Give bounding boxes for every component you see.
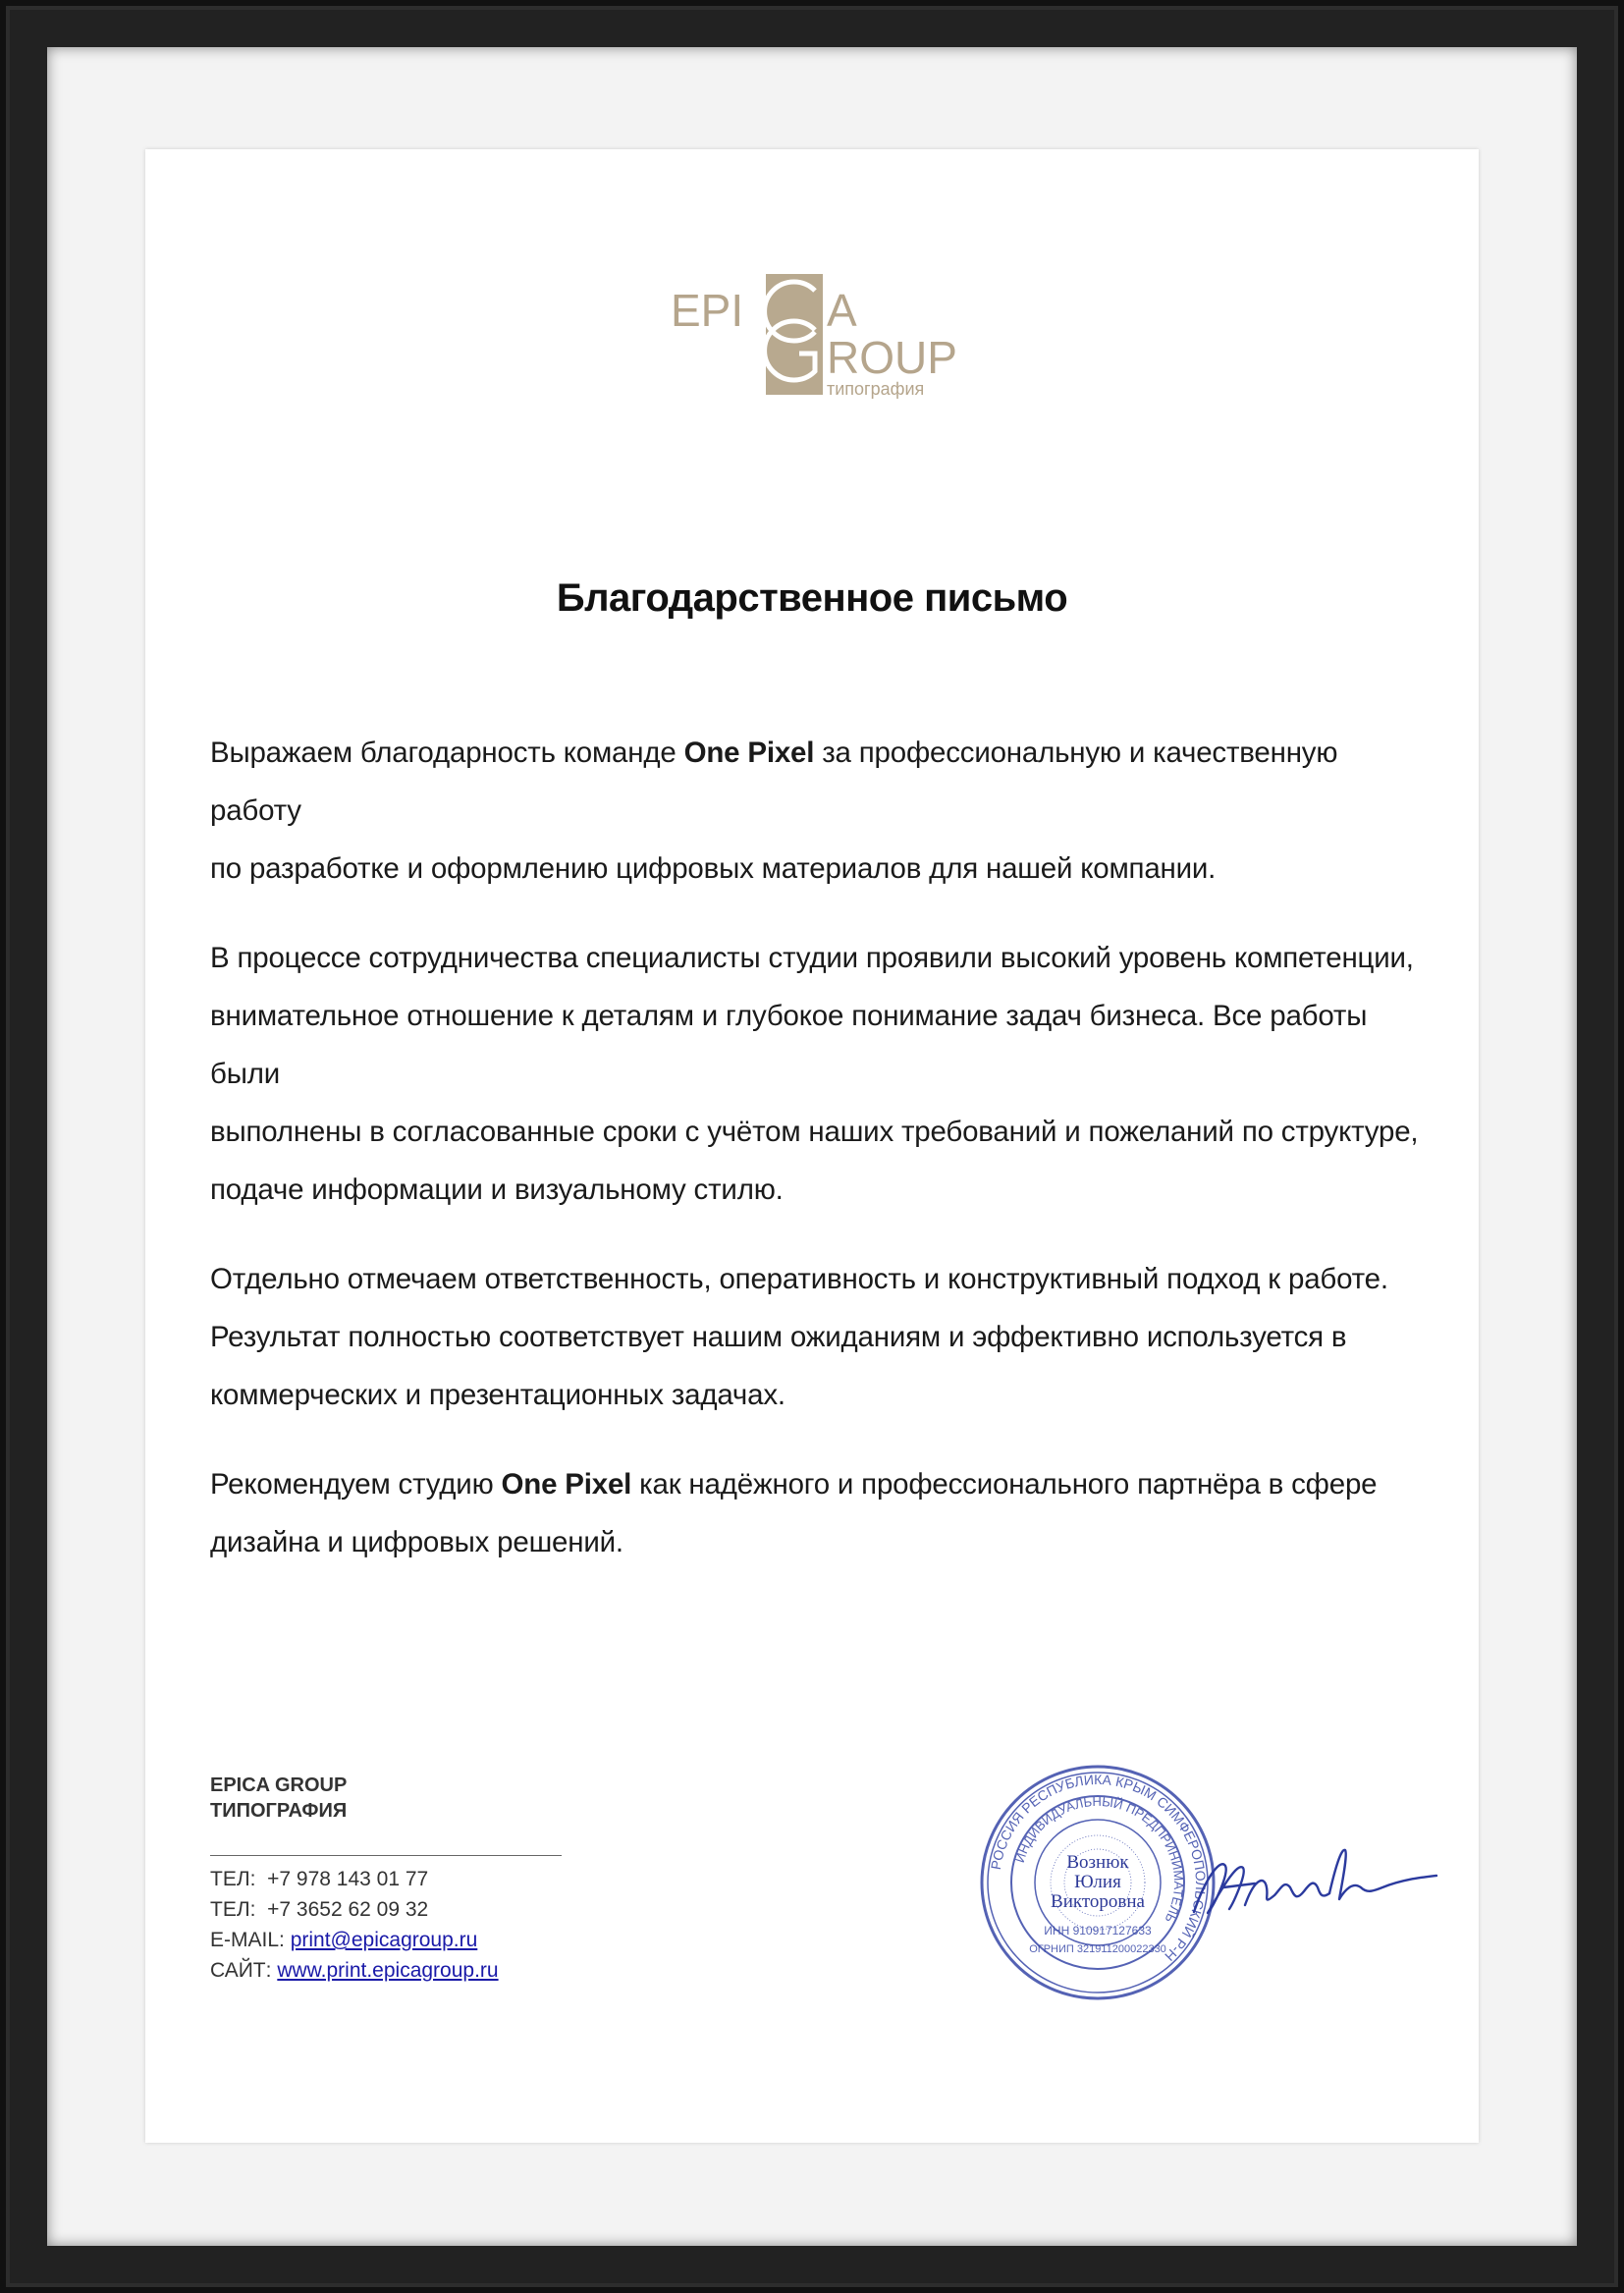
letter-body <box>210 724 1428 1603</box>
official-stamp <box>975 1760 1220 2005</box>
contact-site <box>210 1955 499 1986</box>
paragraph-3-text: Отдельно отмечаем ответственность, оперативность и конструктивный подход к работе. Результат полностью соответствует нашим ожиданиям и эффективно используется в коммерческих и презентационных задачах. <box>210 1263 1388 1411</box>
phone-1-label: ТЕЛ: <box>210 1868 256 1890</box>
stamp-ogrnip: ОГРНИП 321911200022330 <box>1029 1943 1166 1955</box>
stamp-inner-text: ИНДИВИДУАЛЬНЫЙ ПРЕДПРИНИМАТЕЛЬ <box>1011 1793 1187 1926</box>
logo-text-a: A <box>827 285 857 336</box>
paragraph-4-start: Рекомендуем студию <box>210 1468 502 1501</box>
contact-phone-2 <box>210 1894 499 1925</box>
stamp-name-line-3: Викторовна <box>1051 1891 1145 1912</box>
paragraph-2 <box>210 929 1428 1219</box>
paragraph-4-bold: One Pixel <box>501 1468 632 1501</box>
site-label: САЙТ: <box>210 1959 272 1982</box>
stamp-outer-text: РОССИЯ РЕСПУБЛИКА КРЫМ СИМФЕРОПОЛЬСКИЙ Р-Н <box>987 1771 1210 1965</box>
logo-text-epi: EPI <box>671 285 744 336</box>
letter-title: Благодарственное письмо <box>556 576 1068 620</box>
footer-company <box>210 1773 347 1824</box>
phone-2-value: +7 3652 62 09 32 <box>267 1898 429 1921</box>
letter-page <box>145 149 1479 2143</box>
email-label: E-MAIL: <box>210 1929 285 1951</box>
company-type: ТИПОГРАФИЯ <box>210 1800 348 1822</box>
paragraph-1-bold: One Pixel <box>683 737 815 769</box>
email-link[interactable]: print@epicagroup.ru <box>290 1929 478 1951</box>
phone-2-label: ТЕЛ: <box>210 1898 256 1921</box>
footer-contacts <box>210 1864 499 1986</box>
paragraph-4 <box>210 1455 1428 1571</box>
contact-phone-1 <box>210 1864 499 1894</box>
paragraph-1-end: за профессиональную и качественную работу по разработке и оформлению цифровых материалов для нашей компании. <box>210 737 1338 885</box>
logo-text-roup: ROUP <box>827 332 957 383</box>
site-link[interactable]: www.print.epicagroup.ru <box>277 1959 499 1982</box>
paragraph-1 <box>210 724 1428 898</box>
paragraph-3 <box>210 1250 1428 1424</box>
phone-1-value: +7 978 143 01 77 <box>267 1868 429 1890</box>
stamp-inn: ИНН 910917127633 <box>1044 1924 1152 1938</box>
logo-subtitle: типография <box>827 379 925 399</box>
paragraph-2-text: В процессе сотрудничества специалисты студии проявили высокий уровень компетенции, внимательное отношение к деталям и глубокое понимание задач бизнеса. Все работы были выполнены в согласованные сроки с учётом наших требований и пожеланий по структуре, подаче информации и визуальному стилю. <box>210 942 1419 1206</box>
footer-divider <box>210 1855 562 1856</box>
stamp-name-line-2: Юлия <box>1074 1872 1121 1892</box>
contact-email <box>210 1925 499 1955</box>
stamp-name-line-1: Вознюк <box>1066 1852 1129 1873</box>
company-name: EPICA GROUP <box>210 1774 348 1796</box>
paragraph-4-end: как надёжного и профессионального партнёра в сфере дизайна и цифровых решений. <box>210 1468 1378 1558</box>
paragraph-1-start: Выражаем благодарность команде <box>210 737 684 769</box>
handwritten-signature <box>1186 1819 1441 1946</box>
epica-group-logo <box>666 269 957 399</box>
